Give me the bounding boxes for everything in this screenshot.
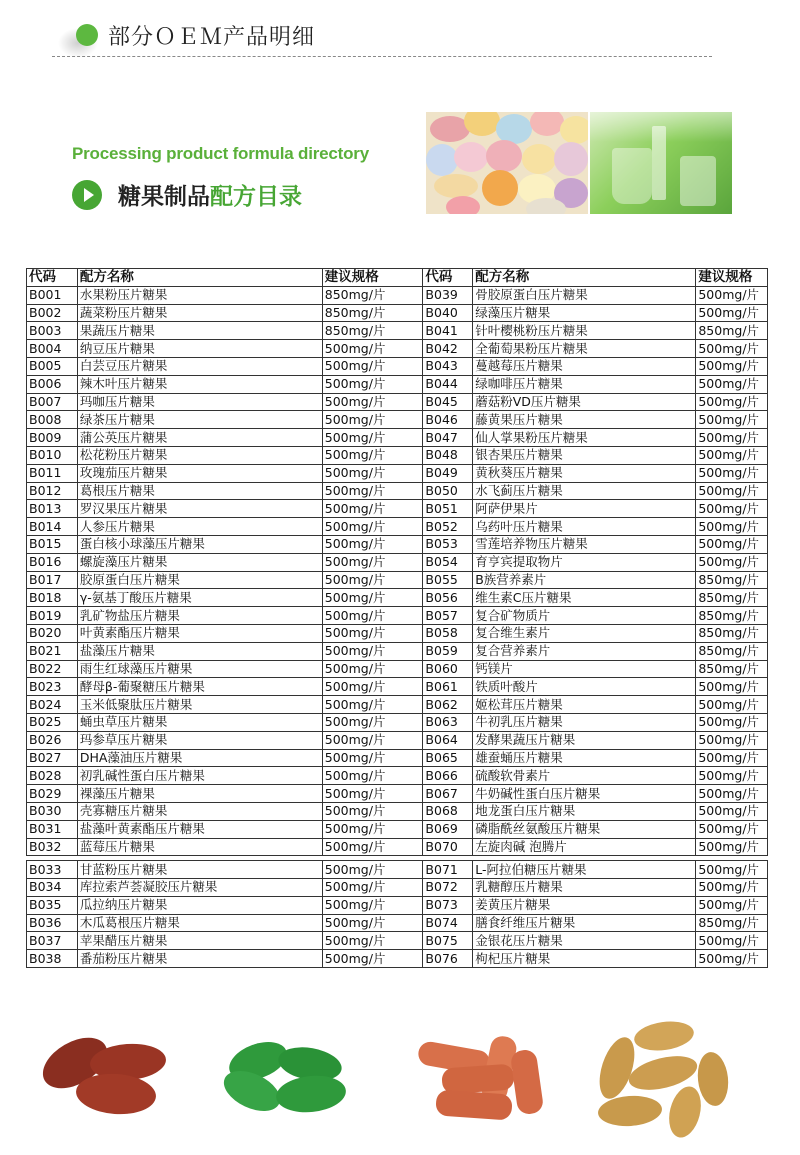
cell-code: B029: [27, 785, 78, 803]
cell-spec: 500mg/片: [696, 375, 768, 393]
cell-formula-name: 蓝莓压片糖果: [77, 838, 322, 856]
tan-tablets-image: [598, 1022, 738, 1140]
cell-formula-name: 蔓越莓压片糖果: [473, 357, 696, 375]
cell-formula-name: 盐藻压片糖果: [77, 642, 322, 660]
cell-code: B028: [27, 767, 78, 785]
cell-spec: 500mg/片: [696, 357, 768, 375]
cell-formula-name: 果蔬压片糖果: [77, 322, 322, 340]
cell-code: B068: [423, 802, 473, 820]
cell-code: B038: [27, 950, 78, 968]
cell-formula-name: 白芸豆压片糖果: [77, 357, 322, 375]
table-row: [27, 411, 768, 429]
cell-spec: 500mg/片: [696, 500, 768, 518]
cell-code: B039: [423, 286, 473, 304]
banner-english-title: Processing product formula directory: [72, 144, 369, 163]
cell-formula-name: 罗汉果压片糖果: [77, 500, 322, 518]
cell-formula-name: 枸杞压片糖果: [473, 950, 696, 968]
header-code: 代码: [27, 269, 78, 287]
cell-code: B051: [423, 500, 473, 518]
cell-code: B058: [423, 624, 473, 642]
cell-spec: 500mg/片: [696, 553, 768, 571]
table-row: [27, 896, 768, 914]
cell-formula-name: 纳豆压片糖果: [77, 340, 322, 358]
table-row: [27, 950, 768, 968]
table-row: [27, 429, 768, 447]
cell-code: B031: [27, 820, 78, 838]
table-row: [27, 713, 768, 731]
dashed-divider: [52, 56, 712, 57]
cell-spec: 500mg/片: [696, 482, 768, 500]
cell-code: B057: [423, 607, 473, 625]
cell-code: B018: [27, 589, 78, 607]
cell-spec: 500mg/片: [696, 535, 768, 553]
cell-formula-name: 全葡萄果粉压片糖果: [473, 340, 696, 358]
cell-spec: 850mg/片: [322, 304, 423, 322]
table-row: [27, 340, 768, 358]
cell-code: B022: [27, 660, 78, 678]
cell-code: B011: [27, 464, 78, 482]
cell-spec: 500mg/片: [322, 518, 423, 536]
cell-code: B063: [423, 713, 473, 731]
table-row: [27, 696, 768, 714]
table-row: [27, 464, 768, 482]
table-row: [27, 820, 768, 838]
cell-code: B046: [423, 411, 473, 429]
table-row: [27, 482, 768, 500]
cell-formula-name: 姜黄压片糖果: [473, 896, 696, 914]
cell-spec: 500mg/片: [322, 340, 423, 358]
cell-formula-name: 木瓜葛根压片糖果: [77, 914, 322, 932]
table-row: [27, 879, 768, 897]
cell-spec: 500mg/片: [322, 660, 423, 678]
cell-code: B016: [27, 553, 78, 571]
cell-formula-name: 裸藻压片糖果: [77, 785, 322, 803]
cell-code: B075: [423, 932, 473, 950]
table-row: [27, 518, 768, 536]
table-row: [27, 914, 768, 932]
cell-formula-name: 玛参草压片糖果: [77, 731, 322, 749]
cell-formula-name: 辣木叶压片糖果: [77, 375, 322, 393]
cell-code: B056: [423, 589, 473, 607]
table-row: [27, 322, 768, 340]
cell-spec: 500mg/片: [696, 340, 768, 358]
cell-formula-name: DHA藻油压片糖果: [77, 749, 322, 767]
cell-formula-name: γ-氨基丁酸压片糖果: [77, 589, 322, 607]
cell-spec: 850mg/片: [696, 589, 768, 607]
cell-code: B050: [423, 482, 473, 500]
cell-spec: 500mg/片: [322, 678, 423, 696]
cell-formula-name: 甘蓝粉压片糖果: [77, 861, 322, 879]
cell-formula-name: 阿萨伊果片: [473, 500, 696, 518]
cell-code: B001: [27, 286, 78, 304]
table-row: [27, 304, 768, 322]
cell-spec: 500mg/片: [322, 802, 423, 820]
cell-formula-name: 雄蚕蛹压片糖果: [473, 749, 696, 767]
table-row: [27, 767, 768, 785]
banner-title-part1: 糖果制品: [118, 184, 210, 210]
section-header: [52, 14, 712, 62]
cell-spec: 500mg/片: [322, 879, 423, 897]
cell-spec: 850mg/片: [696, 660, 768, 678]
cell-spec: 500mg/片: [322, 642, 423, 660]
cell-spec: 500mg/片: [696, 429, 768, 447]
cell-spec: 500mg/片: [322, 429, 423, 447]
cell-code: B006: [27, 375, 78, 393]
cell-spec: 500mg/片: [322, 535, 423, 553]
cell-formula-name: 乳糖醇压片糖果: [473, 879, 696, 897]
cell-formula-name: 胶原蛋白压片糖果: [77, 571, 322, 589]
cell-code: B017: [27, 571, 78, 589]
table-row: [27, 642, 768, 660]
cell-formula-name: 壳寡糖压片糖果: [77, 802, 322, 820]
cell-spec: 500mg/片: [322, 446, 423, 464]
cell-code: B015: [27, 535, 78, 553]
table-row: [27, 678, 768, 696]
header-formula-name: 配方名称: [473, 269, 696, 287]
table-row: [27, 535, 768, 553]
cell-code: B059: [423, 642, 473, 660]
table-row: [27, 731, 768, 749]
cell-code: B048: [423, 446, 473, 464]
cell-spec: 500mg/片: [696, 393, 768, 411]
cell-code: B027: [27, 749, 78, 767]
table-row: [27, 838, 768, 856]
cell-formula-name: 玛咖压片糖果: [77, 393, 322, 411]
cell-formula-name: 螺旋藻压片糖果: [77, 553, 322, 571]
cell-code: B061: [423, 678, 473, 696]
cell-code: B054: [423, 553, 473, 571]
section-title: 部分ＯＥＭ产品明细: [108, 25, 316, 50]
cell-spec: 850mg/片: [696, 914, 768, 932]
cell-formula-name: 复合维生素片: [473, 624, 696, 642]
cell-code: B013: [27, 500, 78, 518]
cell-spec: 500mg/片: [322, 932, 423, 950]
cell-spec: 500mg/片: [322, 500, 423, 518]
table-row: [27, 861, 768, 879]
cell-code: B010: [27, 446, 78, 464]
cell-formula-name: 蒲公英压片糖果: [77, 429, 322, 447]
cell-code: B076: [423, 950, 473, 968]
cell-spec: 500mg/片: [696, 286, 768, 304]
cell-spec: 850mg/片: [696, 571, 768, 589]
cell-code: B069: [423, 820, 473, 838]
cell-spec: 500mg/片: [322, 411, 423, 429]
cell-spec: 500mg/片: [322, 950, 423, 968]
cell-spec: 500mg/片: [696, 411, 768, 429]
cell-formula-name: 酵母β-葡聚糖压片糖果: [77, 678, 322, 696]
cell-formula-name: 复合营养素片: [473, 642, 696, 660]
cell-spec: 500mg/片: [696, 446, 768, 464]
cell-code: B040: [423, 304, 473, 322]
cell-code: B067: [423, 785, 473, 803]
cell-code: B045: [423, 393, 473, 411]
cell-formula-name: L-阿拉伯糖压片糖果: [473, 861, 696, 879]
cell-formula-name: 仙人掌果粉压片糖果: [473, 429, 696, 447]
cell-code: B030: [27, 802, 78, 820]
table-row: [27, 357, 768, 375]
cell-formula-name: 瓜拉纳压片糖果: [77, 896, 322, 914]
cell-formula-name: 膳食纤维压片糖果: [473, 914, 696, 932]
cell-code: B072: [423, 879, 473, 897]
cell-formula-name: 人参压片糖果: [77, 518, 322, 536]
cell-code: B019: [27, 607, 78, 625]
table-row: [27, 553, 768, 571]
cell-code: B012: [27, 482, 78, 500]
table-row: [27, 446, 768, 464]
cell-spec: 500mg/片: [322, 785, 423, 803]
cell-formula-name: 育亨宾提取物片: [473, 553, 696, 571]
cell-spec: 500mg/片: [322, 482, 423, 500]
cell-spec: 500mg/片: [322, 896, 423, 914]
cell-formula-name: 叶黄素酯压片糖果: [77, 624, 322, 642]
banner-chinese-title: [118, 178, 302, 211]
cell-code: B062: [423, 696, 473, 714]
cell-code: B023: [27, 678, 78, 696]
cell-spec: 500mg/片: [696, 696, 768, 714]
green-bullet-icon: [76, 24, 98, 46]
cell-spec: 850mg/片: [322, 286, 423, 304]
cell-code: B042: [423, 340, 473, 358]
cell-code: B060: [423, 660, 473, 678]
table-row: [27, 802, 768, 820]
cell-formula-name: 硫酸软骨素片: [473, 767, 696, 785]
table-row: [27, 785, 768, 803]
orange-capsules-image: [416, 1026, 566, 1126]
cell-spec: 500mg/片: [322, 393, 423, 411]
cell-spec: 500mg/片: [322, 375, 423, 393]
cell-code: B065: [423, 749, 473, 767]
cell-spec: 500mg/片: [322, 607, 423, 625]
cell-code: B044: [423, 375, 473, 393]
cell-spec: 500mg/片: [322, 624, 423, 642]
cell-code: B008: [27, 411, 78, 429]
cell-formula-name: 磷脂酰丝氨酸压片糖果: [473, 820, 696, 838]
play-triangle: [84, 188, 94, 202]
header-spec: 建议规格: [322, 269, 423, 287]
cell-spec: 500mg/片: [322, 553, 423, 571]
cell-formula-name: 蛋白核小球藻压片糖果: [77, 535, 322, 553]
cell-formula-name: 银杏果压片糖果: [473, 446, 696, 464]
cell-formula-name: 玫瑰茄压片糖果: [77, 464, 322, 482]
cell-formula-name: 铁质叶酸片: [473, 678, 696, 696]
cell-spec: 850mg/片: [696, 624, 768, 642]
cell-formula-name: 葛根压片糖果: [77, 482, 322, 500]
cell-formula-name: 雨生红球藻压片糖果: [77, 660, 322, 678]
header-spec: 建议规格: [696, 269, 768, 287]
product-formula-table: [26, 268, 768, 968]
cell-spec: 500mg/片: [696, 950, 768, 968]
cell-code: B026: [27, 731, 78, 749]
banner-title-part2: 配方目录: [210, 184, 302, 210]
cell-code: B020: [27, 624, 78, 642]
cell-formula-name: 地龙蛋白压片糖果: [473, 802, 696, 820]
cell-spec: 500mg/片: [322, 820, 423, 838]
cell-spec: 500mg/片: [322, 914, 423, 932]
cell-formula-name: B族营养素片: [473, 571, 696, 589]
cell-spec: 500mg/片: [696, 838, 768, 856]
cell-formula-name: 藤黄果压片糖果: [473, 411, 696, 429]
cell-code: B071: [423, 861, 473, 879]
cell-spec: 850mg/片: [322, 322, 423, 340]
cell-formula-name: 雪莲培养物压片糖果: [473, 535, 696, 553]
table-row: [27, 607, 768, 625]
cell-spec: 500mg/片: [696, 713, 768, 731]
cell-code: B049: [423, 464, 473, 482]
cell-formula-name: 初乳碱性蛋白压片糖果: [77, 767, 322, 785]
cell-formula-name: 蔬菜粉压片糖果: [77, 304, 322, 322]
cell-code: B004: [27, 340, 78, 358]
cell-formula-name: 钙镁片: [473, 660, 696, 678]
table-row: [27, 500, 768, 518]
header-formula-name: 配方名称: [77, 269, 322, 287]
cell-code: B041: [423, 322, 473, 340]
cell-formula-name: 蛹虫草压片糖果: [77, 713, 322, 731]
cell-formula-name: 发酵果蔬压片糖果: [473, 731, 696, 749]
cell-formula-name: 库拉索芦荟凝胶压片糖果: [77, 879, 322, 897]
cell-code: B009: [27, 429, 78, 447]
brown-tablets-image: [40, 1030, 180, 1125]
table-row: [27, 660, 768, 678]
cell-formula-name: 牛初乳压片糖果: [473, 713, 696, 731]
cell-spec: 500mg/片: [322, 571, 423, 589]
cell-formula-name: 姬松茸压片糖果: [473, 696, 696, 714]
cell-spec: 500mg/片: [696, 861, 768, 879]
table-row: [27, 375, 768, 393]
cell-code: B025: [27, 713, 78, 731]
cell-code: B034: [27, 879, 78, 897]
cell-formula-name: 绿茶压片糖果: [77, 411, 322, 429]
cell-spec: 500mg/片: [322, 589, 423, 607]
cell-formula-name: 乌药叶压片糖果: [473, 518, 696, 536]
cell-spec: 850mg/片: [696, 322, 768, 340]
green-tablets-image: [222, 1034, 362, 1124]
colorful-tablets-photo: [426, 112, 588, 214]
cell-spec: 500mg/片: [696, 932, 768, 950]
cell-spec: 500mg/片: [322, 749, 423, 767]
cell-formula-name: 番茄粉压片糖果: [77, 950, 322, 968]
header-code: 代码: [423, 269, 473, 287]
cell-formula-name: 水果粉压片糖果: [77, 286, 322, 304]
cell-code: B064: [423, 731, 473, 749]
cell-formula-name: 乳矿物盐压片糖果: [77, 607, 322, 625]
cell-formula-name: 骨胶原蛋白压片糖果: [473, 286, 696, 304]
table-row: [27, 286, 768, 304]
cell-code: B037: [27, 932, 78, 950]
cell-spec: 850mg/片: [696, 607, 768, 625]
table-row: [27, 393, 768, 411]
cell-spec: 500mg/片: [696, 464, 768, 482]
cell-spec: 500mg/片: [322, 696, 423, 714]
cell-spec: 850mg/片: [696, 642, 768, 660]
cell-formula-name: 左旋肉碱 泡腾片: [473, 838, 696, 856]
table-row: [27, 749, 768, 767]
cell-spec: 500mg/片: [696, 518, 768, 536]
cell-code: B047: [423, 429, 473, 447]
cell-spec: 500mg/片: [322, 464, 423, 482]
cell-code: B036: [27, 914, 78, 932]
table-row: [27, 624, 768, 642]
cell-code: B055: [423, 571, 473, 589]
cell-code: B007: [27, 393, 78, 411]
cell-formula-name: 水飞蓟压片糖果: [473, 482, 696, 500]
cell-formula-name: 苹果醋压片糖果: [77, 932, 322, 950]
cell-spec: 500mg/片: [322, 838, 423, 856]
cell-spec: 500mg/片: [322, 861, 423, 879]
cell-formula-name: 绿藻压片糖果: [473, 304, 696, 322]
cell-spec: 500mg/片: [696, 749, 768, 767]
cell-formula-name: 维生素C压片糖果: [473, 589, 696, 607]
cell-code: B021: [27, 642, 78, 660]
table-row: [27, 589, 768, 607]
cell-code: B032: [27, 838, 78, 856]
cell-spec: 500mg/片: [696, 731, 768, 749]
cell-code: B002: [27, 304, 78, 322]
cell-code: B003: [27, 322, 78, 340]
table-header-row: [27, 269, 768, 287]
cell-spec: 500mg/片: [322, 713, 423, 731]
cell-spec: 500mg/片: [696, 879, 768, 897]
cell-code: B024: [27, 696, 78, 714]
cell-formula-name: 松花粉压片糖果: [77, 446, 322, 464]
cell-spec: 500mg/片: [696, 896, 768, 914]
cell-code: B014: [27, 518, 78, 536]
cell-spec: 500mg/片: [696, 820, 768, 838]
cell-code: B043: [423, 357, 473, 375]
cell-formula-name: 针叶樱桃粉压片糖果: [473, 322, 696, 340]
cell-spec: 500mg/片: [696, 767, 768, 785]
cell-formula-name: 蘑菇粉VD压片糖果: [473, 393, 696, 411]
cell-code: B052: [423, 518, 473, 536]
cell-formula-name: 玉米低聚肽压片糖果: [77, 696, 322, 714]
cell-spec: 500mg/片: [696, 785, 768, 803]
cell-spec: 500mg/片: [322, 731, 423, 749]
cell-formula-name: 黄秋葵压片糖果: [473, 464, 696, 482]
cell-formula-name: 复合矿物质片: [473, 607, 696, 625]
cell-formula-name: 绿咖啡压片糖果: [473, 375, 696, 393]
cell-code: B073: [423, 896, 473, 914]
cell-spec: 500mg/片: [322, 357, 423, 375]
cell-spec: 500mg/片: [696, 304, 768, 322]
cell-formula-name: 盐藻叶黄素酯压片糖果: [77, 820, 322, 838]
laboratory-glassware-photo: [590, 112, 732, 214]
table-row: [27, 571, 768, 589]
cell-code: B033: [27, 861, 78, 879]
cell-code: B053: [423, 535, 473, 553]
cell-code: B074: [423, 914, 473, 932]
cell-code: B005: [27, 357, 78, 375]
cell-spec: 500mg/片: [322, 767, 423, 785]
table-row: [27, 932, 768, 950]
cell-code: B066: [423, 767, 473, 785]
cell-code: B035: [27, 896, 78, 914]
cell-code: B070: [423, 838, 473, 856]
cell-spec: 500mg/片: [696, 802, 768, 820]
cell-formula-name: 牛奶碱性蛋白压片糖果: [473, 785, 696, 803]
cell-spec: 500mg/片: [696, 678, 768, 696]
cell-formula-name: 金银花压片糖果: [473, 932, 696, 950]
